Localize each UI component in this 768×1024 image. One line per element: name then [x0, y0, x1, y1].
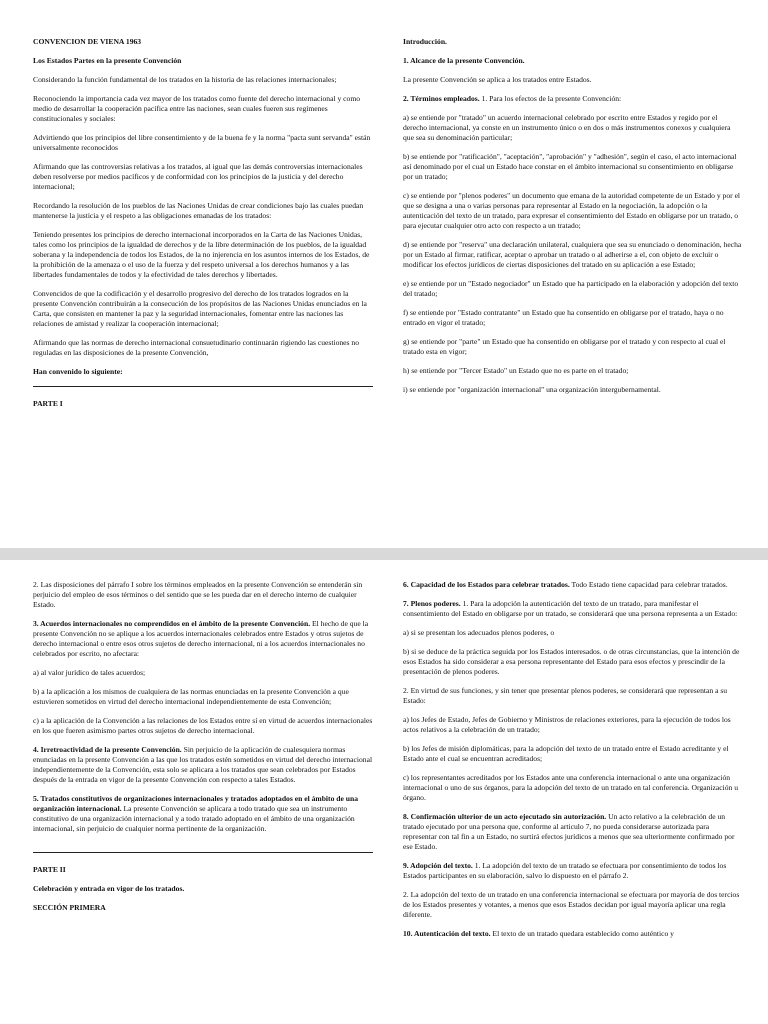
article-heading: 10. Autenticación del texto.: [403, 929, 491, 939]
list-item: b) a la aplicación a los mismos de cualquiera de las normas enunciadas en la presente Convención a que estuvieren sometidos en virtud del derecho internacional independientemente de esta Convención;: [33, 687, 349, 707]
definition-item: f) se entiende por "Estado contratante" un Estado que ha consentido en obligarse por el tratado, haya o no entrado en vigor el tratado;: [403, 308, 724, 328]
article-heading: 7. Plenos poderes.: [403, 599, 461, 609]
closing-statement: Han convenido lo siguiente:: [33, 367, 123, 377]
preamble-heading: Los Estados Partes en la presente Convención: [33, 56, 182, 66]
page2-right-column: [403, 580, 743, 948]
article-paragraph: [403, 861, 743, 881]
list-item: a) si se presentan los adecuados plenos poderes, o: [403, 628, 555, 638]
list-item: b) los Jefes de misión diplomáticas, para la adopción del texto de un tratado entre el Estado acreditante y el Estado ante el cual se encuentran acreditados;: [403, 744, 729, 764]
preamble-paragraph: Recordando la resolución de los pueblos de las Naciones Unidas de crear condiciones bajo las cuales puedan mantenerse la justicia y el respeto a las obligaciones emanadas de los tratados:: [33, 201, 364, 221]
preamble-paragraph: Reconociendo la importancia cada vez mayor de los tratados como fuente del derecho internacional y como medio de desarrollar la cooperación pacífica entre las naciones, sean cuales fueren sus regímenes constitucionales y sociales:: [33, 94, 361, 124]
part-subheading: Celebración y entrada en vigor de los tratados.: [33, 884, 185, 894]
list-item: 2. En virtud de sus funciones, y sin tener que presentar plenos poderes, se considerará que representan a su Estado:: [403, 686, 728, 706]
article-paragraph: 2. Las disposiciones del párrafo I sobre los términos empleados en la presente Convención se entenderán sin perjuicio del empleo de esos términos o del sentido que se les pueda dar en el derecho interno de cualquier Estado.: [33, 580, 363, 610]
list-item: c) a la aplicación de la Convención a las relaciones de los Estados entre sí en virtud de acuerdos internacionales en los que fueren asimismo partes otros sujetos de derecho internacional.: [33, 716, 373, 736]
article-heading: 9. Adopción del texto.: [403, 861, 473, 871]
article-text: Un acto relativo a la celebración de un tratado ejecutado por una persona que, conforme al articulo 7, no pueda considerarse autorizada para representar con tal fin a un Estado, no surtirá efectos jurídicos a menos que sea ulteriormente confirmado por ese Estado.: [403, 812, 735, 852]
section-heading: SECCIÓN PRIMERA: [33, 903, 106, 913]
article-paragraph: [403, 812, 743, 852]
preamble-paragraph: Afirmando que las normas de derecho internacional consuetudinario continuarán rigiendo las cuestiones no reguladas en las disposiciones de la presente Convención,: [33, 338, 360, 358]
article-text: 1. La adopción del texto de un tratado se efectuara por consentimiento de todos los Estados participantes en su elaboración, salvo lo dispuesto en el párrafo 2.: [403, 861, 727, 881]
preamble-paragraph: Advirtiendo que los principios del libre consentimiento y de la buena fe y la norma "pacta sunt servanda" están universalmente reconocidos: [33, 133, 371, 153]
definition-item: a) se entiende por "tratado" un acuerdo internacional celebrado por escrito entre Estados y regido por el derecho internacional, ya conste en un instrumento único o en dos o más instrumentos conexos y cualquiera que sea su denominación particular;: [403, 113, 731, 143]
preamble-paragraph: Afirmando que las controversias relativas a los tratados, al igual que las demás controversias internacionales deben resolverse por medios pacíficos y de conformidad con los principios de la justicia y del derecho internacional;: [33, 162, 363, 192]
list-item: c) los representantes acreditados por los Estados ante una conferencia internacional o ante una organización internacional o uno de sus órganos, para la adopción del texto de un tratado en tal conferencia. Organización u órgano.: [403, 773, 738, 803]
article-text: Sin perjuicio de la aplicación de cualesquiera normas enunciadas en la presente Convención a las que los tratados estén sometidos en virtud del derecho internacional independientemente de la Convención, esta solo se aplicara a los tratados que sean celebrados por Estados después de la entrada en vigor de la presente Convención con respecto a tales Estados.: [33, 745, 373, 785]
article-text: 1. Para la adopción la autenticación del texto de un tratado, para manifestar el consentimiento del Estado en obligarse por un tratado, se considerará que una persona representa a un Estado:: [403, 599, 738, 619]
page1-left-column: [33, 37, 373, 418]
document-page-2: [0, 560, 768, 1024]
page2-left-column: [33, 580, 373, 922]
article-heading: 8. Confirmación ulterior de un acto ejecutado sin autorización.: [403, 812, 607, 822]
document-title: CONVENCION DE VIENA 1963: [33, 37, 142, 46]
article-paragraph: [403, 599, 743, 619]
article-text: 1. Para los efectos de la presente Convención:: [479, 94, 622, 104]
article-paragraph: 2. La adopción del texto de un tratado en una conferencia internacional se efectuara por mayoría de dos tercios de los Estados presentes y votantes, a menos que esos Estados decidan por igual mayoría aplicar una regla diferente.: [403, 890, 740, 920]
article-paragraph: [403, 580, 743, 590]
definition-item: g) se entiende por "parte" un Estado que ha consentido en obligarse por el tratado y con respecto al cual el tratado esta en vigor;: [403, 337, 726, 357]
article-paragraph: [33, 619, 373, 659]
definition-item: d) se entiende por "reserva" una declaración unilateral, cualquiera que sea su enunciado o denominación, hecha por un Estado al firmar, ratificar, aceptar o aprobar un tratado o al adherirse a el, con objeto de excluir o modificar los efectos jurídicos de ciertas disposiciones del tratado en su aplicación a ese Estado;: [403, 240, 742, 270]
article-heading: 5. Tratados constitutivos de organizaciones internacionales y tratados adoptados en el ámbito de una organización internacional.: [33, 794, 358, 814]
list-item: a) los Jefes de Estado, Jefes de Gobierno y Ministros de relaciones exteriores, para la ejecución de todos los actos relativos a la celebración de un tratado;: [403, 715, 731, 735]
definition-item: c) se entiende por "plenos poderes" un documento que emana de la autoridad competente de un Estado y por el que se designa a una o varias personas para representar al Estado en la negociación, la adopción o la autenticación del texto de un tratado, para expresar el consentimiento del Estado en obligarse por un tratado, o para ejecutar cualquier otro acto con respecto a un tratado;: [403, 191, 741, 231]
preamble-paragraph: Teniendo presentes los principios de derecho internacional incorporados en la Carta de las Naciones Unidas, tales como los principios de la igualdad de derechos y de la libre determinación de los pueblos, de la igualdad soberana y la independencia de todos los Estados, de la no injerencia en los asuntos internos de los Estados, de la prohibición de la amenaza o el uso de la fuerza y del respeto universal a los derechos humanos y a las libertades fundamentales de todos y la efectividad de tales derechos y libertades.: [33, 230, 370, 280]
article-paragraph: [33, 745, 373, 785]
preamble-paragraph: Considerando la función fundamental de los tratados en la historia de las relaciones internacionales;: [33, 75, 337, 85]
part-heading: PARTE II: [33, 865, 66, 875]
article-paragraph: [403, 929, 743, 939]
part-heading: PARTE I: [33, 399, 63, 409]
article-text: El texto de un tratado quedara establecido como auténtico y: [490, 929, 674, 939]
article-heading: 1. Alcance de la presente Convención.: [403, 56, 525, 66]
section-heading: Introducción.: [403, 37, 447, 46]
definition-item: i) se entiende por "organización internacional" una organización intergubernamental.: [403, 385, 661, 395]
definition-item: h) se entiende por "Tercer Estado" un Estado que no es parte en el tratado;: [403, 366, 629, 376]
article-heading: 3. Acuerdos internacionales no comprendidos en el ámbito de la presente Convención.: [33, 619, 311, 629]
article-paragraph: [403, 94, 743, 104]
article-heading: 6. Capacidad de los Estados para celebrar tratados.: [403, 580, 570, 589]
article-text: El hecho de que la presente Convención no se aplique a los acuerdos internacionales celebrados entre Estados y otros sujetos de derecho internacional o entre esos otros sujetos de derecho internacional, ni a los acuerdos internacionales no celebrados por escrito, no afectara:: [33, 619, 369, 659]
article-text: La presente Convención se aplicara a todo tratado que sea un instrumento constitutivo de una organización internacional y a todo tratado adoptado en el ámbito de una organización internacional, sin perjuicio de cualquier norma pertinente de la organización.: [33, 804, 355, 834]
list-item: b) si se deduce de la práctica seguida por los Estados interesados. o de otras circunstancias, que la intención de esos Estados ha sido considerar a esa persona representante del Estado para esos efectos y prescindir de la presentación de plenos poderes.: [403, 647, 740, 677]
page-separator: [0, 548, 768, 560]
definition-item: b) se entiende por "ratificación", "aceptación", "aprobación" y "adhesión", según el caso, el acto internacional así denominado por el cual un Estado hace constar en el ámbito internacional su consentimiento en obligarse por un tratado;: [403, 152, 737, 182]
article-heading: 2. Términos empleados.: [403, 94, 480, 104]
page1-right-column: [403, 37, 743, 404]
section-divider: [33, 386, 373, 387]
list-item: a) al valor jurídico de tales acuerdos;: [33, 668, 146, 678]
article-paragraph: [33, 794, 373, 834]
article-paragraph: La presente Convención se aplica a los tratados entre Estados.: [403, 75, 592, 85]
article-heading: 4. Irretroactividad de la presente Convención.: [33, 745, 182, 755]
preamble-paragraph: Convencidos de que la codificación y el desarrollo progresivo del derecho de los tratados logrados en la presente Convención contribuirán a la consecución de los propósitos de las Naciones Unidas enunciados en la Carta, que consisten en mantener la paz y la seguridad internacionales, fomentar entre las naciones las relaciones de amistad y realizar la cooperación internacional;: [33, 289, 367, 329]
definition-item: e) se entiende por un "Estado negociador" un Estado que ha participado en la elaboración y adopción del texto del tratado;: [403, 279, 739, 299]
article-text: Todo Estado tiene capacidad para celebrar tratados.: [569, 580, 728, 589]
section-divider: [33, 852, 373, 853]
